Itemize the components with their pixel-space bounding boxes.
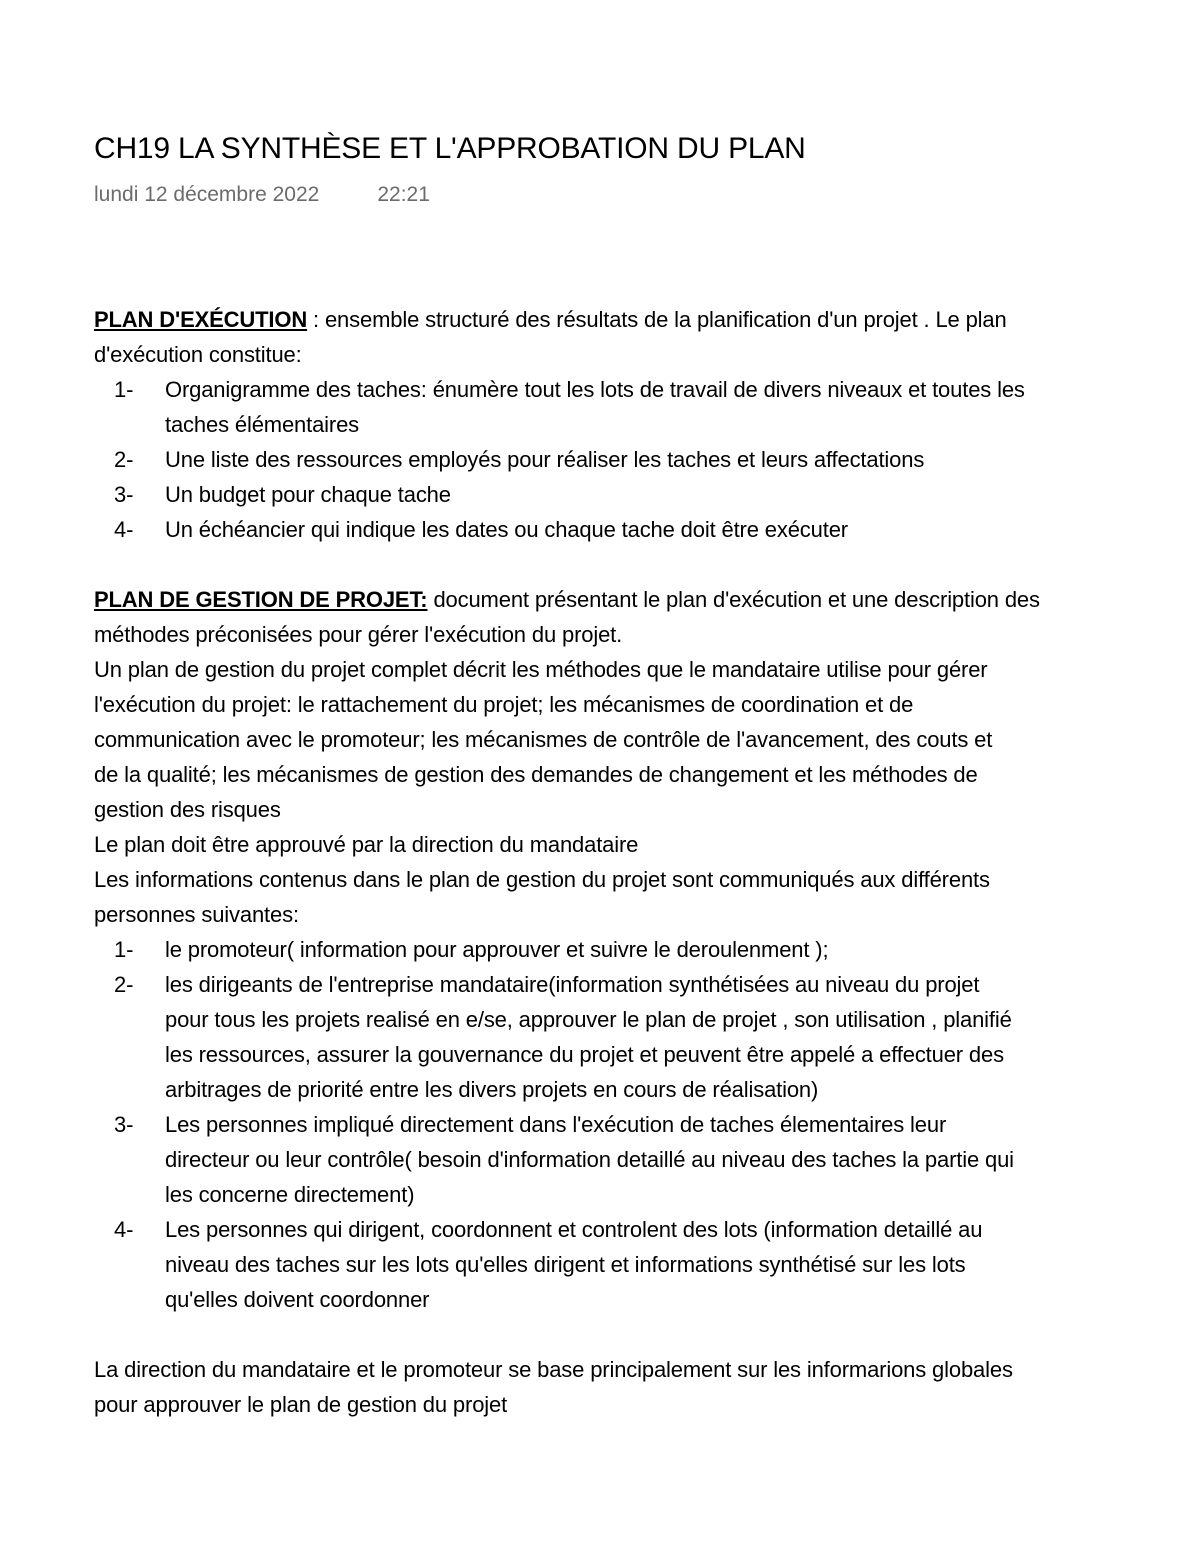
- list-item: [94, 442, 1200, 477]
- list-item: [94, 932, 1200, 967]
- list-item: [94, 372, 1200, 407]
- section1-intro-text: : ensemble structuré des résultats de la planification d'un projet . Le plan: [307, 307, 1007, 332]
- list-item: [94, 1107, 1200, 1142]
- list-number: 3-: [114, 1112, 134, 1137]
- list-number: 3-: [114, 482, 134, 507]
- list-item-continuation: les ressources, assurer la gouvernance du projet et peuvent être appelé a effectuer des: [165, 1042, 1004, 1067]
- list-item-continuation: taches élémentaires: [165, 412, 360, 437]
- list-item-continuation: qu'elles doivent coordonner: [165, 1287, 430, 1312]
- paragraph-line: communication avec le promoteur; les mécanismes de contrôle de l'avancement, des couts et: [94, 727, 993, 752]
- list-item-text: les dirigeants de l'entreprise mandataire(information synthétisées au niveau du projet: [165, 972, 980, 997]
- spacer: [94, 1317, 1200, 1352]
- list-item-continuation: pour tous les projets realisé en e/se, approuver le plan de projet , son utilisation , planifié: [165, 1007, 1012, 1032]
- list-number: 4-: [114, 517, 134, 542]
- list-item-text: Une liste des ressources employés pour réaliser les taches et leurs affectations: [165, 447, 925, 472]
- note-date: lundi 12 décembre 2022: [94, 183, 320, 206]
- list-item-text: Un échéancier qui indique les dates ou chaque tache doit être exécuter: [165, 517, 848, 542]
- list-number: 1-: [114, 937, 134, 962]
- list-item-continuation: arbitrages de priorité entre les divers projets en cours de réalisation): [165, 1077, 819, 1102]
- conclusion-line: La direction du mandataire et le promoteur se base principalement sur les informarions globales: [94, 1357, 1013, 1382]
- paragraph-line: Un plan de gestion du projet complet décrit les méthodes que le mandataire utilise pour gérer: [94, 657, 988, 682]
- list-item-text: Les personnes impliqué directement dans l'exécution de taches élementaires leur: [165, 1112, 947, 1137]
- note-time: 22:21: [377, 183, 430, 206]
- paragraph-line: gestion des risques: [94, 797, 281, 822]
- list-item: [94, 967, 1200, 1002]
- note-timestamp: [94, 180, 430, 210]
- section1-heading: PLAN D'EXÉCUTION: [94, 307, 308, 332]
- list-item: [94, 477, 1200, 512]
- paragraph-line: Le plan doit être approuvé par la direction du mandataire: [94, 832, 639, 857]
- list-item-continuation: les concerne directement): [165, 1182, 415, 1207]
- section2-intro-text: document présentant le plan d'exécution et une description des: [427, 587, 1040, 612]
- list-item-text: Les personnes qui dirigent, coordonnent et controlent des lots (information detaillé au: [165, 1217, 983, 1242]
- section1-intro: [94, 302, 1200, 337]
- list-number: 2-: [114, 972, 134, 997]
- note-body: [94, 302, 1200, 1422]
- list-item-continuation: directeur ou leur contrôle( besoin d'information detaillé au niveau des taches la partie qui: [165, 1147, 1014, 1172]
- list-item-continuation: niveau des taches sur les lots qu'elles dirigent et informations synthétisé sur les lots: [165, 1252, 966, 1277]
- page-title: CH19 LA SYNTHÈSE ET L'APPROBATION DU PLAN: [94, 132, 806, 165]
- paragraph-line: Les informations contenus dans le plan de gestion du projet sont communiqués aux différents: [94, 867, 990, 892]
- conclusion-line: pour approuver le plan de gestion du projet: [94, 1392, 508, 1417]
- paragraph-line: de la qualité; les mécanismes de gestion des demandes de changement et les méthodes de: [94, 762, 978, 787]
- list-item: [94, 1212, 1200, 1247]
- list-number: 4-: [114, 1217, 134, 1242]
- list-number: 2-: [114, 447, 134, 472]
- paragraph-line: l'exécution du projet: le rattachement du projet; les mécanismes de coordination et de: [94, 692, 914, 717]
- section2-intro: [94, 582, 1200, 617]
- list-item-text: Organigramme des taches: énumère tout les lots de travail de divers niveaux et toutes les: [165, 377, 1025, 402]
- paragraph-line: méthodes préconisées pour gérer l'exécution du projet.: [94, 622, 623, 647]
- paragraph-line: personnes suivantes:: [94, 902, 299, 927]
- list-item-text: Un budget pour chaque tache: [165, 482, 451, 507]
- section1-intro-line2: d'exécution constitue:: [94, 342, 302, 367]
- section2-heading: PLAN DE GESTION DE PROJET:: [94, 587, 428, 612]
- list-number: 1-: [114, 377, 134, 402]
- spacer: [94, 547, 1200, 582]
- list-item: [94, 512, 1200, 547]
- list-item-text: le promoteur( information pour approuver et suivre le deroulenment );: [165, 937, 829, 962]
